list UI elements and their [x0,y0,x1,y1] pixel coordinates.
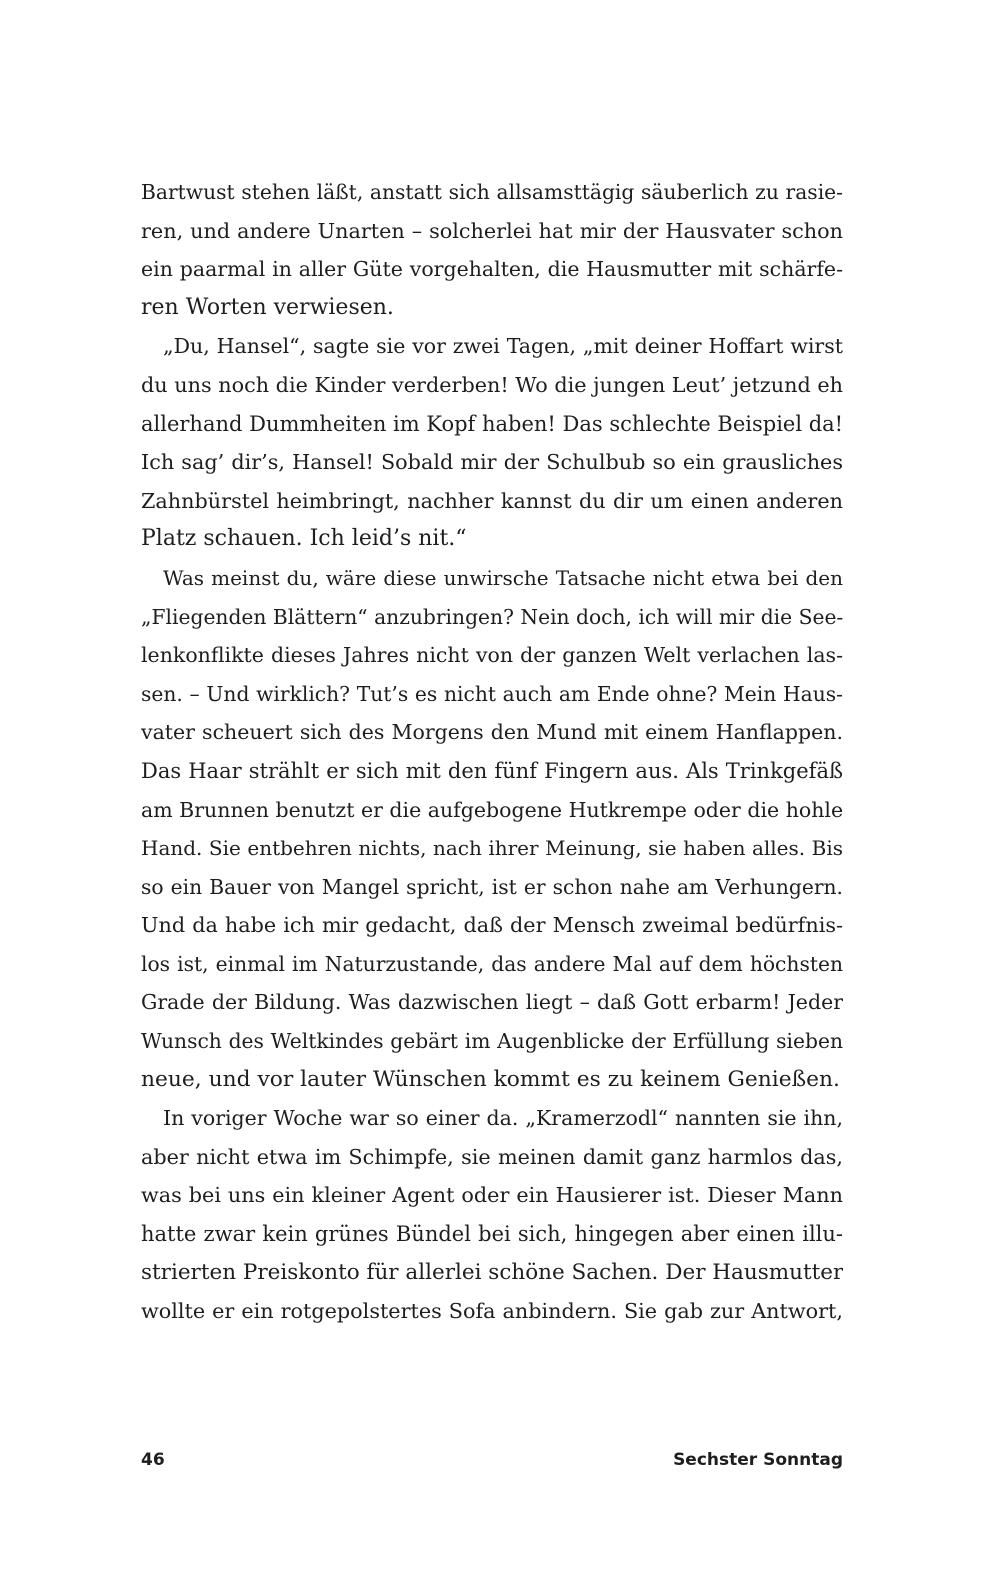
text-line: sen. – Und wirklich? Tut’s es nicht auch am Ende ohne? Mein Haus- [141,681,843,706]
text-line: hatte zwar kein grünes Bündel bei sich, hingegen aber einen illu- [141,1222,843,1247]
text-line: am Brunnen benutzt er die aufgebogene Hutkrempe oder die hohle [141,797,843,822]
text-line: Was meinst du, wäre diese unwirsche Tatsache nicht etwa bei den [163,565,843,590]
text-line: Ich sag’ dir’s, Hansel! Sobald mir der Schulbub so ein grausliches [141,450,843,475]
text-line: „Du, Hansel“, sagte sie vor zwei Tagen, „mit deiner Hoffart wirst [163,334,843,359]
text-line: Platz schauen. Ich leid’s nit.“ [141,526,467,552]
text-line: Das Haar strählt er sich mit den fünf Fingern aus. Als Trinkgefäß [141,758,843,783]
body-text [141,173,843,1331]
text-line: aber nicht etwa im Schimpfe, sie meinen damit ganz harmlos das, [141,1144,843,1169]
page-footer [141,1450,843,1480]
text-line: du uns noch die Kinder verderben! Wo die jungen Leut’ jetzund eh [141,372,843,397]
text-line: Bartwust stehen läßt, anstatt sich allsamsttägig säuberlich zu rasie- [141,180,843,204]
text-line: In voriger Woche war so einer da. „Kramerzodl“ nannten sie ihn, [163,1106,843,1131]
text-line: ren Worten verwiesen. [141,294,394,320]
text-line: Wunsch des Weltkindes gebärt im Augenblicke der Erfüllung sieben [141,1029,843,1054]
running-header: Sechster Sonntag [673,1450,843,1470]
text-line: ein paarmal in aller Güte vorgehalten, die Hausmutter mit schärfe- [141,257,843,282]
text-line: ren, und andere Unarten – solcherlei hat mir der Hausvater schon [141,218,843,243]
text-line: neue, und vor lauter Wünschen kommt es zu keinem Genießen. [141,1066,840,1092]
text-line: was bei uns ein kleiner Agent oder ein Hausierer ist. Dieser Mann [141,1183,843,1208]
text-line: lenkonflikte dieses Jahres nicht von der ganzen Welt verlachen las- [141,643,843,668]
text-line: Zahnbürstel heimbringt, nachher kannst du dir um einen anderen [141,488,843,513]
text-line: Hand. Sie entbehren nichts, nach ihrer Meinung, sie haben alles. Bis [141,836,843,861]
text-line: Grade der Bildung. Was dazwischen liegt – daß Gott erbarm! Jeder [141,990,843,1015]
text-line: allerhand Dummheiten im Kopf haben! Das schlechte Beispiel da! [141,411,843,436]
text-line: vater scheuert sich des Morgens den Mund mit einem Hanflappen. [141,720,843,745]
text-line: „Fliegenden Blättern“ anzubringen? Nein doch, ich will mir die See- [141,604,843,629]
text-line: Und da habe ich mir gedacht, daß der Mensch zweimal bedürfnis- [141,913,843,938]
text-line: wollte er ein rotgepolstertes Sofa anbindern. Sie gab zur Antwort, [141,1299,843,1324]
text-line: strierten Preiskonto für allerlei schöne Sachen. Der Hausmutter [141,1259,843,1285]
text-line: so ein Bauer von Mangel spricht, ist er schon nahe am Verhungern. [141,874,843,899]
page-number: 46 [141,1450,165,1470]
text-line: los ist, einmal im Naturzustande, das andere Mal auf dem höchsten [141,951,843,976]
